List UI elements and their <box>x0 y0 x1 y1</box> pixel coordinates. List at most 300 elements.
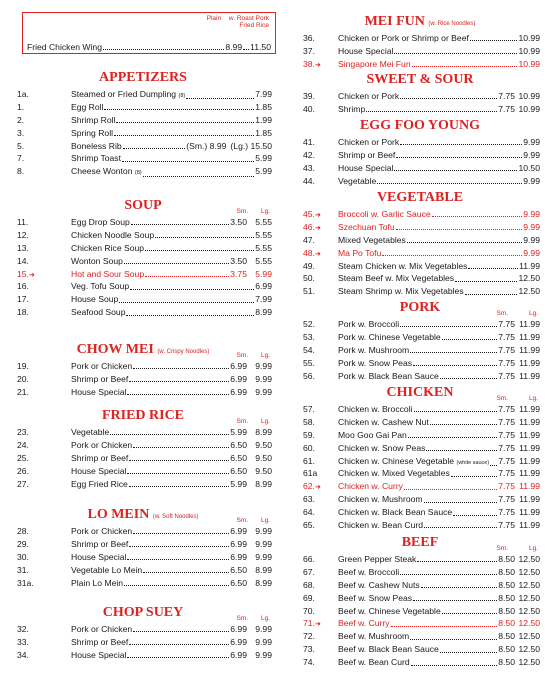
item-number <box>17 242 29 255</box>
menu-item <box>300 234 540 247</box>
menu-item <box>14 88 272 101</box>
item-name <box>338 493 423 506</box>
item-number <box>17 88 29 101</box>
item-name <box>71 101 103 114</box>
item-number <box>303 566 315 579</box>
item-price: 7.99 <box>255 89 272 99</box>
item-number <box>303 234 315 247</box>
item-price-large: 12.50 <box>518 631 540 642</box>
item-number <box>17 114 24 127</box>
item-name-text: House Special <box>71 551 127 562</box>
item-price-small: 8.50 <box>498 618 515 629</box>
item-name <box>71 280 129 293</box>
menu-item <box>300 403 540 416</box>
menu-item <box>300 416 540 429</box>
item-number <box>303 643 315 656</box>
menu-item <box>14 373 272 386</box>
item-name-text: Shrimp or Beef <box>71 636 129 647</box>
item-name-text: Beef w. Snow Peas <box>338 592 413 603</box>
section-title-text: FRIED RICE <box>101 408 185 423</box>
item-name-text: House Special <box>71 386 127 397</box>
item-number-text: 28. <box>17 526 29 536</box>
item-name <box>71 229 154 242</box>
item-name <box>71 255 123 268</box>
item-name-text: Beef w. Curry <box>338 618 390 629</box>
item-name-text: House Special <box>338 45 394 56</box>
item-price-small: 6.99 <box>230 649 247 660</box>
item-price-large: 12.50 <box>518 618 540 629</box>
item-price-large: 9.99 <box>255 386 272 397</box>
section-beef <box>300 533 540 669</box>
menu-item <box>300 331 540 344</box>
item-number <box>303 519 315 532</box>
item-price-small: 7.75 <box>498 520 515 531</box>
item-name <box>71 452 128 465</box>
section-title-text: CHOW MEI <box>76 342 154 357</box>
menu-item <box>14 386 272 399</box>
item-number <box>17 452 29 465</box>
item-number <box>303 429 315 442</box>
menu-item <box>14 538 272 551</box>
item-name <box>338 32 469 45</box>
item-name-text: Moo Goo Gai Pan <box>338 429 407 440</box>
item-name <box>338 656 410 669</box>
item-name-text: Beef w. Mushroom <box>338 631 410 642</box>
section-title <box>14 505 272 525</box>
item-name <box>71 306 125 319</box>
item-number-text: 5. <box>17 140 25 151</box>
item-price-large: 12.50 <box>518 657 540 668</box>
item-price-small: 6.50 <box>230 439 247 450</box>
menu-item <box>300 90 540 103</box>
item-number-text: 39. <box>303 91 315 101</box>
item-name-text: Beef w. Broccoli <box>338 566 400 577</box>
item-name <box>338 630 409 643</box>
item-name-text: Green Pepper Steak <box>338 554 417 564</box>
menu-item <box>300 136 540 149</box>
item-number-text: 54. <box>303 344 315 355</box>
menu-item <box>14 439 272 452</box>
menu-item <box>14 216 272 229</box>
size-large-label: Lg. <box>260 352 270 359</box>
item-name-text: Wonton Soup <box>71 255 123 266</box>
item-number-text: 13. <box>17 242 29 253</box>
item-number-text: 7. <box>17 153 25 164</box>
item-name-text: House Special <box>71 465 127 476</box>
item-name-text: Pork w. Broccoli <box>338 319 400 329</box>
item-name <box>71 649 126 662</box>
item-number-text: 36. <box>303 33 315 43</box>
item-number-text: 38. <box>303 58 315 69</box>
item-number-text: 23. <box>17 427 29 437</box>
item-price-large: 10.99 <box>518 91 540 101</box>
menu-item <box>14 255 272 268</box>
item-number <box>303 592 315 605</box>
item-name-text: Szechuan Tofu <box>338 221 395 232</box>
item-price: 10.99 <box>518 58 540 69</box>
item-price: 5.99 <box>255 166 272 177</box>
menu-item <box>300 175 540 188</box>
item-number <box>303 630 315 643</box>
item-price-small: 7.75 <box>498 416 515 427</box>
item-number <box>303 579 315 592</box>
item-price-small: 7.75 <box>498 494 515 505</box>
arrow-icon: ➜ <box>314 484 321 492</box>
item-name <box>338 247 381 260</box>
item-number-text: 31a. <box>17 577 34 588</box>
item-number-text: 1. <box>17 101 25 112</box>
item-name-text: Chicken or Pork <box>338 91 400 101</box>
item-number <box>303 605 315 618</box>
size-large-label: Lg. <box>260 517 270 524</box>
item-price-large: 11.99 <box>519 357 540 368</box>
menu-item <box>14 165 272 178</box>
item-price-small: 5.99 <box>230 478 247 489</box>
arrow-icon: ➜ <box>28 271 35 279</box>
item-price-large: 11.99 <box>519 468 540 479</box>
item-name-text: Vegetable <box>338 175 377 186</box>
item-price: 7.99 <box>255 294 272 305</box>
item-name <box>71 465 126 478</box>
item-number <box>17 140 24 153</box>
section-title <box>300 70 540 90</box>
item-name <box>71 564 142 577</box>
item-number-text: 34. <box>17 649 29 660</box>
item-number <box>303 553 315 566</box>
item-name-text: Cheese Wonton <box>71 166 133 177</box>
item-number <box>17 478 29 491</box>
item-name-text: Chicken or Pork or Shrimp or Beef <box>338 33 469 43</box>
size-small-label: Sm. <box>496 310 508 317</box>
section-title-text: LO MEIN <box>87 507 150 522</box>
item-number <box>303 344 315 357</box>
item-name <box>338 344 409 357</box>
item-name <box>71 293 118 306</box>
item-number <box>17 280 29 293</box>
menu-item <box>300 579 540 592</box>
item-price-small: 8.50 <box>498 554 515 564</box>
item-number <box>303 442 315 455</box>
menu-item <box>14 525 272 538</box>
item-number-text: 16. <box>17 281 29 292</box>
item-number <box>17 439 29 452</box>
item-name-text: House Soup <box>71 294 119 305</box>
item-number-text: 17. <box>17 294 29 305</box>
item-price-small: 8.50 <box>498 566 515 577</box>
item-name-text: Shrimp <box>338 103 366 114</box>
menu-item <box>14 268 272 281</box>
menu-item <box>300 221 540 234</box>
item-number <box>303 260 315 273</box>
item-price-small: 5.99 <box>230 427 247 437</box>
item-number <box>17 649 29 662</box>
item-number-text: 73. <box>303 644 315 655</box>
item-number <box>17 216 28 229</box>
section-chop-suey <box>14 603 272 662</box>
item-name <box>338 370 439 383</box>
item-price: 10.50 <box>518 162 540 173</box>
menu-item <box>300 357 540 370</box>
section-title-text: SWEET & SOUR <box>366 72 474 87</box>
item-name <box>338 272 454 285</box>
item-number <box>17 373 29 386</box>
item-name <box>338 234 406 247</box>
item-number-text: 51. <box>303 286 315 297</box>
item-number-text: 18. <box>17 307 29 318</box>
item-number-text: 74. <box>303 657 315 668</box>
item-number-text: 11. <box>17 217 29 227</box>
item-number <box>17 577 34 590</box>
item-number <box>303 331 315 344</box>
item-name-text: Pork or Chicken <box>71 439 133 450</box>
item-number <box>303 455 315 468</box>
item-number <box>303 467 317 480</box>
plain-label: Plain <box>206 15 222 22</box>
menu-item <box>14 360 272 373</box>
item-name <box>71 152 121 165</box>
item-price-small: 7.75 <box>498 344 515 355</box>
item-price-small: 7.75 <box>498 442 515 453</box>
item-name <box>338 162 393 175</box>
item-name <box>71 623 132 636</box>
section-title-text: APPETIZERS <box>99 70 187 85</box>
menu-item <box>300 285 540 298</box>
item-number-text: 58. <box>303 416 315 427</box>
item-price-large: 9.50 <box>255 452 272 463</box>
item-number-text: 20. <box>17 373 29 384</box>
item-price-large: 11.99 <box>519 416 540 427</box>
item-price-small: 7.75 <box>498 468 515 479</box>
item-price-small: 6.99 <box>230 373 247 384</box>
item-number <box>17 360 29 373</box>
section-title-text: BEEF <box>401 535 439 550</box>
menu-item <box>14 152 272 165</box>
menu-item <box>300 45 540 58</box>
item-number <box>17 551 29 564</box>
item-price-small: 6.99 <box>230 538 247 549</box>
item-name-text: Seafood Soup <box>71 307 126 318</box>
section-chow-mei <box>14 340 272 399</box>
item-number-text: 40. <box>303 103 315 114</box>
item-number <box>303 32 315 45</box>
item-number-text: 1a. <box>17 89 29 99</box>
item-number-text: 55. <box>303 357 315 368</box>
item-price-small: 7.75 <box>498 481 515 492</box>
item-price-large: 8.99 <box>255 427 272 437</box>
section-sweet-sour <box>300 70 540 116</box>
menu-item <box>300 103 540 116</box>
item-name <box>338 357 412 370</box>
item-name <box>338 480 403 493</box>
section-title <box>14 603 272 623</box>
item-number-text: 62. <box>303 481 315 492</box>
item-price-large: 5.55 <box>255 255 272 266</box>
item-price: 10.99 <box>518 33 540 43</box>
menu-item <box>300 553 540 566</box>
item-number-text: 48. <box>303 247 315 258</box>
item-number-text: 33. <box>17 636 29 647</box>
item-name-text: Mixed Vegetables <box>338 234 406 245</box>
item-number <box>303 149 315 162</box>
item-name-text: Hot and Sour Soup <box>71 268 145 279</box>
item-price-large: 11.99 <box>519 442 540 453</box>
item-number-text: 49. <box>303 260 315 271</box>
section-title <box>14 406 272 426</box>
price-header <box>201 15 269 29</box>
size-large-label: Lg. <box>528 310 538 317</box>
item-name-text: Chicken w. Broccoli <box>338 404 413 414</box>
item-number-text: 71. <box>303 618 315 629</box>
menu-item <box>14 229 272 242</box>
item-name-text: Pork or Chicken <box>71 624 133 634</box>
menu-item <box>300 247 540 260</box>
section-pork <box>300 298 540 382</box>
item-number <box>303 370 315 383</box>
menu-item <box>300 162 540 175</box>
item-name-text: House Special <box>71 649 127 660</box>
item-name <box>338 442 425 455</box>
item-number-text: 50. <box>303 273 315 284</box>
item-number-text: 67. <box>303 566 315 577</box>
item-price-large: 9.50 <box>255 465 272 476</box>
item-name-text: Vegetable Lo Mein <box>71 564 143 575</box>
menu-item <box>14 140 272 153</box>
item-number <box>303 162 315 175</box>
item-price-large: 12.50 <box>518 592 540 603</box>
item-name-text: Chicken w. Curry <box>338 481 403 492</box>
item-price: 9.99 <box>523 209 540 219</box>
item-number-text: 29. <box>17 538 29 549</box>
item-name-text: Plain Lo Mein <box>71 577 124 588</box>
item-name-text: Steam Shrimp w. Mix Vegetables <box>338 286 464 297</box>
item-name <box>338 208 431 221</box>
item-name <box>338 90 399 103</box>
section-title-text: VEGETABLE <box>376 190 464 205</box>
menu-item <box>14 465 272 478</box>
item-name-text: Chicken or Pork <box>338 137 400 147</box>
menu-item <box>300 208 540 221</box>
menu-item <box>300 592 540 605</box>
item-name <box>338 45 393 58</box>
item-name <box>338 553 416 566</box>
section-title <box>14 340 272 360</box>
size-small-label: Sm. <box>496 395 508 402</box>
item-price-large: 12.50 <box>518 579 540 590</box>
item-price-small: 6.50 <box>230 564 247 575</box>
item-price-large: 5.55 <box>255 217 272 227</box>
menu-item <box>300 429 540 442</box>
item-name <box>71 386 126 399</box>
menu-item <box>300 467 540 480</box>
item-price-large: 8.99 <box>255 564 272 575</box>
size-large-label: Lg. <box>260 418 270 425</box>
item-number-text: 8. <box>17 166 25 177</box>
item-name <box>338 136 399 149</box>
item-number <box>303 285 315 298</box>
item-name-text: Broccoli w. Garlic Sauce <box>338 209 431 219</box>
section-title <box>300 12 540 32</box>
item-price-large: 9.50 <box>255 439 272 450</box>
item-name <box>71 242 144 255</box>
item-price-large: (Lg.) 15.50 <box>230 140 272 151</box>
item-number-text: 64. <box>303 507 315 518</box>
item-name-text: Beef w. Black Bean Sauce <box>338 644 439 655</box>
section-title-text: CHOP SUEY <box>102 605 184 620</box>
item-name <box>338 260 467 273</box>
item-price-small: 6.50 <box>230 577 247 588</box>
section-title <box>300 533 540 553</box>
section-egg-foo-young <box>300 116 540 188</box>
item-price: 9.99 <box>523 234 540 245</box>
item-price-small: 7.75 <box>498 429 515 440</box>
menu-item <box>27 41 271 54</box>
section-title-text: CHICKEN <box>386 385 454 400</box>
size-large-label: Lg. <box>260 615 270 622</box>
item-number-text: 24. <box>17 439 29 450</box>
item-name-text: Chicken w. Mushroom <box>338 494 423 505</box>
item-number-text: 46. <box>303 221 315 232</box>
item-number-text: 31. <box>17 564 29 575</box>
item-number-text: 30. <box>17 551 29 562</box>
menu-item <box>14 452 272 465</box>
item-name-text: Pork or Chicken <box>71 526 133 536</box>
item-price-large: 11.99 <box>519 520 540 531</box>
menu-item <box>300 442 540 455</box>
item-price: 9.99 <box>523 221 540 232</box>
item-price: 8.99 <box>225 42 243 52</box>
item-price-large: 11.99 <box>519 331 540 342</box>
item-price: 11.99 <box>519 260 540 271</box>
menu-item <box>14 242 272 255</box>
item-price-large: 10.99 <box>518 103 540 114</box>
item-name-text: Chicken w. Mixed Vegetables <box>338 468 450 479</box>
item-name-text: Chicken w. Cashew Nut <box>338 416 429 427</box>
item-number <box>17 386 29 399</box>
item-name <box>338 175 376 188</box>
item-number <box>17 255 29 268</box>
menu-item <box>14 623 272 636</box>
item-name-text: Chicken w. Chinese Vegetable <box>338 455 455 466</box>
item-price-large: 11.99 <box>519 344 540 355</box>
item-price-small: 6.50 <box>230 452 247 463</box>
item-number-text: 60. <box>303 442 315 453</box>
item-price-large: 11.99 <box>519 404 540 414</box>
item-name <box>338 103 365 116</box>
arrow-icon: ➜ <box>314 250 321 258</box>
size-small-label: Sm. <box>496 545 508 552</box>
item-name-text: Shrimp Toast <box>71 153 121 164</box>
menu-item <box>300 455 540 468</box>
item-price: 9.99 <box>523 175 540 186</box>
item-name <box>71 577 123 590</box>
item-name <box>338 429 407 442</box>
item-price-small: 8.50 <box>498 592 515 603</box>
menu-item <box>14 127 272 140</box>
menu-item <box>300 506 540 519</box>
menu-item <box>14 577 272 590</box>
item-price-small: 7.75 <box>498 103 515 114</box>
menu-item <box>300 519 540 532</box>
item-price-small: 7.75 <box>498 455 515 466</box>
size-small-label: Sm. <box>236 418 248 425</box>
item-price-small: 8.50 <box>498 579 515 590</box>
item-price-small: 6.99 <box>230 624 247 634</box>
item-price-large: 9.99 <box>255 538 272 549</box>
item-number-text: 14. <box>17 255 29 266</box>
menu-item <box>300 344 540 357</box>
item-name-text: Pork w. Mushroom <box>338 344 410 355</box>
item-name-text: Egg Fried Rice <box>71 478 128 489</box>
